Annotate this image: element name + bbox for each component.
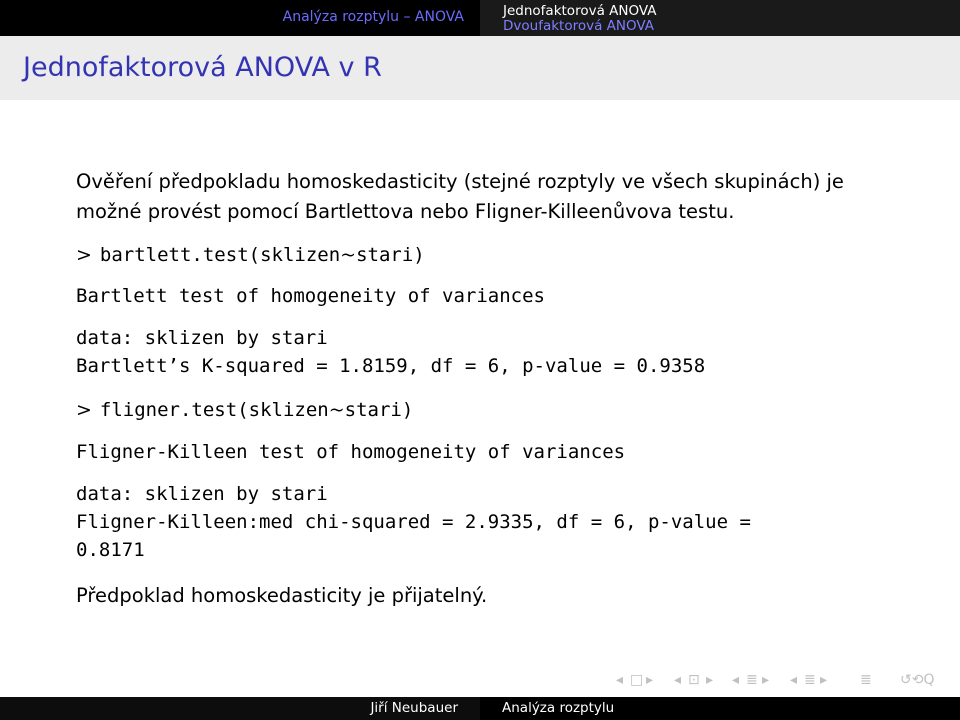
navigation-symbols	[608, 672, 954, 694]
output-fligner-title: Fligner-Killeen test of homogeneity of variances	[76, 441, 626, 463]
prev-part-icon[interactable]: ◂	[790, 672, 798, 688]
output-bartlett-data: data: sklizen by stari	[76, 327, 328, 349]
footer-short-title: Analýza rozptylu	[502, 700, 615, 716]
nav-subsection-current[interactable]: Jednofaktorová ANOVA	[503, 3, 657, 19]
r-prompt: >	[76, 244, 92, 266]
nav-section-link[interactable]: Analýza rozptylu – ANOVA	[282, 9, 464, 25]
footer-author: Jiří Neubauer	[370, 700, 458, 716]
prev-frame-icon[interactable]: ◂	[616, 672, 624, 688]
footer-bar	[0, 697, 960, 720]
conclusion-text: Předpoklad homoskedasticity je přijatelný.	[76, 584, 488, 607]
footer-author-area	[0, 697, 480, 720]
nav-subsection-other[interactable]: Dvoufaktorová ANOVA	[503, 18, 654, 34]
output-fligner-result-line-1: Fligner-Killeen:med chi-squared = 2.9335, df = 6, p-value =	[76, 511, 751, 533]
command-text: stari)	[356, 244, 425, 266]
r-command-bartlett	[76, 244, 425, 266]
command-text: stari)	[344, 399, 414, 421]
slide-title-bar	[0, 36, 960, 100]
r-command-fligner	[76, 399, 413, 421]
subsection-icon[interactable]: ⊡	[688, 672, 700, 688]
output-bartlett-result: Bartlett’s K-squared = 1.8159, df = 6, p-value = 0.9358	[76, 355, 706, 377]
command-text: bartlett.test(sklizen	[99, 244, 341, 266]
section-icon[interactable]: ≣	[746, 672, 758, 688]
prev-section-icon[interactable]: ◂	[732, 672, 740, 688]
document-icon[interactable]: ≣	[860, 672, 872, 688]
intro-text-line-1: Ověření předpokladu homoskedasticity (stejné rozptyly ve všech skupinách) je	[76, 170, 844, 193]
next-frame-icon[interactable]: ▸	[646, 672, 654, 688]
command-text: fligner.test(sklizen	[99, 399, 329, 421]
slide-title: Jednofaktorová ANOVA v R	[23, 52, 382, 83]
prev-subsection-icon[interactable]: ◂	[674, 672, 682, 688]
r-prompt: >	[76, 399, 92, 421]
next-subsection-icon[interactable]: ▸	[706, 672, 714, 688]
search-back-icon[interactable]: ↺⟲Q	[900, 672, 935, 688]
next-part-icon[interactable]: ▸	[820, 672, 828, 688]
output-fligner-result-line-2: 0.8171	[76, 539, 145, 561]
tilde-operator: ~	[328, 399, 345, 421]
frame-icon[interactable]: □	[630, 672, 644, 688]
header-navigation-bar	[0, 0, 960, 36]
intro-text-line-2: možné provést pomocí Bartlettova nebo Fligner-Killeenůvova testu.	[76, 200, 735, 223]
tilde-operator: ~	[340, 244, 357, 266]
output-fligner-data: data: sklizen by stari	[76, 483, 328, 505]
output-bartlett-title: Bartlett test of homogeneity of variances	[76, 285, 545, 307]
part-icon[interactable]: ≣	[804, 672, 816, 688]
next-section-icon[interactable]: ▸	[762, 672, 770, 688]
header-subsection-area	[480, 0, 960, 36]
footer-title-area	[480, 697, 960, 720]
header-section-area	[0, 0, 480, 36]
